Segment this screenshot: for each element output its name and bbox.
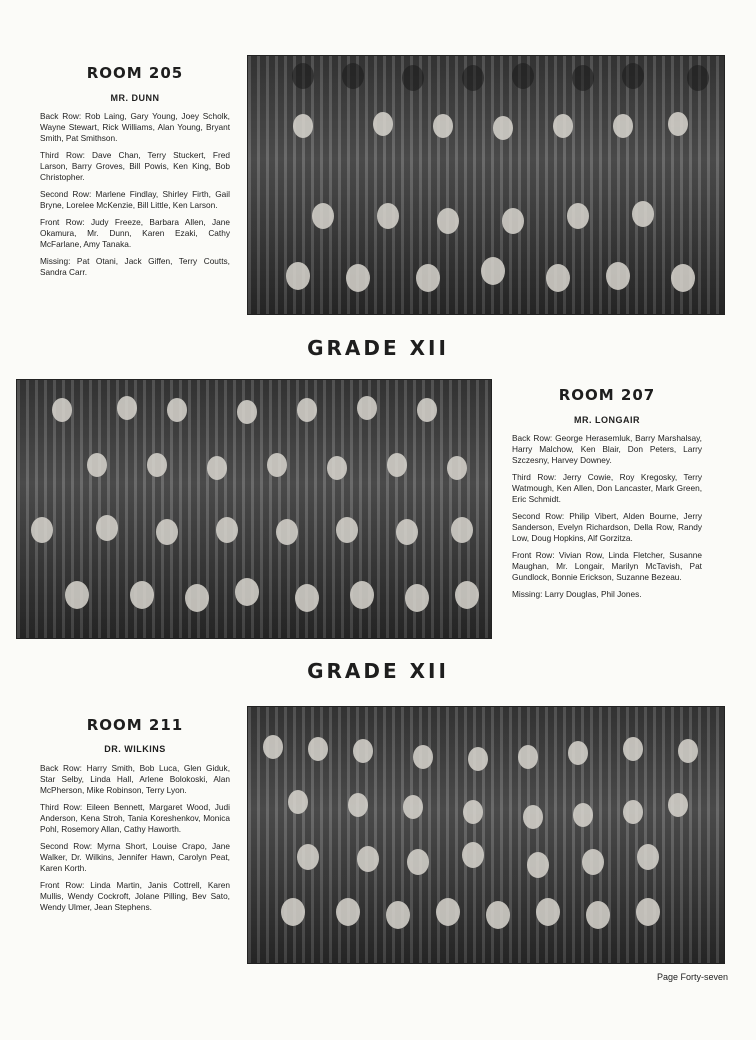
- room-207-teacher: MR. LONGAIR: [574, 415, 640, 425]
- room-205-front-row: Front Row: Judy Freeze, Barbara Allen, Jane Okamura, Mr. Dunn, Karen Ezaki, Cathy McFarlane, Amy Tanaka.: [40, 217, 230, 249]
- room-205-back-row: Back Row: Rob Laing, Gary Young, Joey Scholk, Wayne Stewart, Rick Williams, Alan Young, Bryant Smith, Pat Smithson.: [40, 111, 230, 143]
- room-207-second-row: Second Row: Philip Vibert, Alden Bourne, Jerry Sanderson, Evelyn Richardson, Della Row, Randy Low, Doug Hopkins, Alf Gorzitza.: [512, 511, 702, 543]
- room-211-front-row: Front Row: Linda Martin, Janis Cottrell, Karen Mullis, Wendy Cockroft, Jolane Pilling, Bev Sato, Wendy Ulmer, Jean Stephens.: [40, 880, 230, 912]
- page-number: Page Forty-seven: [656, 972, 728, 982]
- room-211-second-row: Second Row: Myrna Short, Louise Crapo, Jane Walker, Dr. Wilkins, Jennifer Hawn, Carolyn Peat, Karen Korth.: [40, 841, 230, 873]
- room-205-missing: Missing: Pat Otani, Jack Giffen, Terry Coutts, Sandra Carr.: [40, 256, 230, 277]
- room-211-back-row: Back Row: Harry Smith, Bob Luca, Glen Giduk, Star Selby, Linda Hall, Arlene Bolokoski, Alan McPherson, Mike Robinson, Terry Lyon.: [40, 763, 230, 795]
- room-207-front-row: Front Row: Vivian Row, Linda Fletcher, Susanne Maughan, Mr. Longair, Marilyn McTavish, Pat Gundlock, Bonnie Erickson, Suzanne Bezeau.: [512, 550, 702, 582]
- grade-xii-heading-2: GRADE XII: [307, 659, 449, 683]
- room-205-third-row: Third Row: Dave Chan, Terry Stuckert, Fred Larson, Barry Groves, Bill Powis, Ken King, Bob Christopher.: [40, 150, 230, 182]
- room-207-missing: Missing: Larry Douglas, Phil Jones.: [512, 589, 642, 599]
- room-207-class-photo: [16, 379, 492, 639]
- room-205-class-photo: [247, 55, 725, 315]
- room-207-back-row: Back Row: George Herasemluk, Barry Marshalsay, Harry Malchow, Ken Blair, Don Peters, Larry Szczesny, Harvey Downey.: [512, 433, 702, 465]
- room-205-photo-figures: [248, 56, 724, 314]
- room-211-photo-figures: [248, 707, 724, 963]
- room-205-teacher: MR. DUNN: [110, 93, 160, 103]
- room-207-third-row: Third Row: Jerry Cowie, Roy Kregosky, Terry Watmough, Ken Allen, Don Lancaster, Mark Green, Eric Schmidt.: [512, 472, 702, 504]
- room-211-title: ROOM 211: [86, 716, 184, 734]
- grade-xii-heading-1: GRADE XII: [307, 336, 449, 360]
- room-207-photo-figures: [17, 380, 491, 638]
- room-211-third-row: Third Row: Eileen Bennett, Margaret Wood, Judi Anderson, Kena Stroh, Tania Koreshenkov, Monica Pohl, Rosemory Allan, Cathy Haworth.: [40, 802, 230, 834]
- room-207-title: ROOM 207: [558, 386, 656, 404]
- room-211-class-photo: [247, 706, 725, 964]
- room-211-roster: [40, 763, 230, 919]
- room-207-roster: [512, 433, 702, 606]
- room-205-second-row: Second Row: Marlene Findlay, Shirley Firth, Gail Bryne, Lorelee McKenzie, Bill Little, Ken Larson.: [40, 189, 230, 210]
- room-211-teacher: DR. WILKINS: [104, 744, 166, 754]
- room-205-title: ROOM 205: [86, 64, 184, 82]
- room-205-roster: [40, 111, 230, 284]
